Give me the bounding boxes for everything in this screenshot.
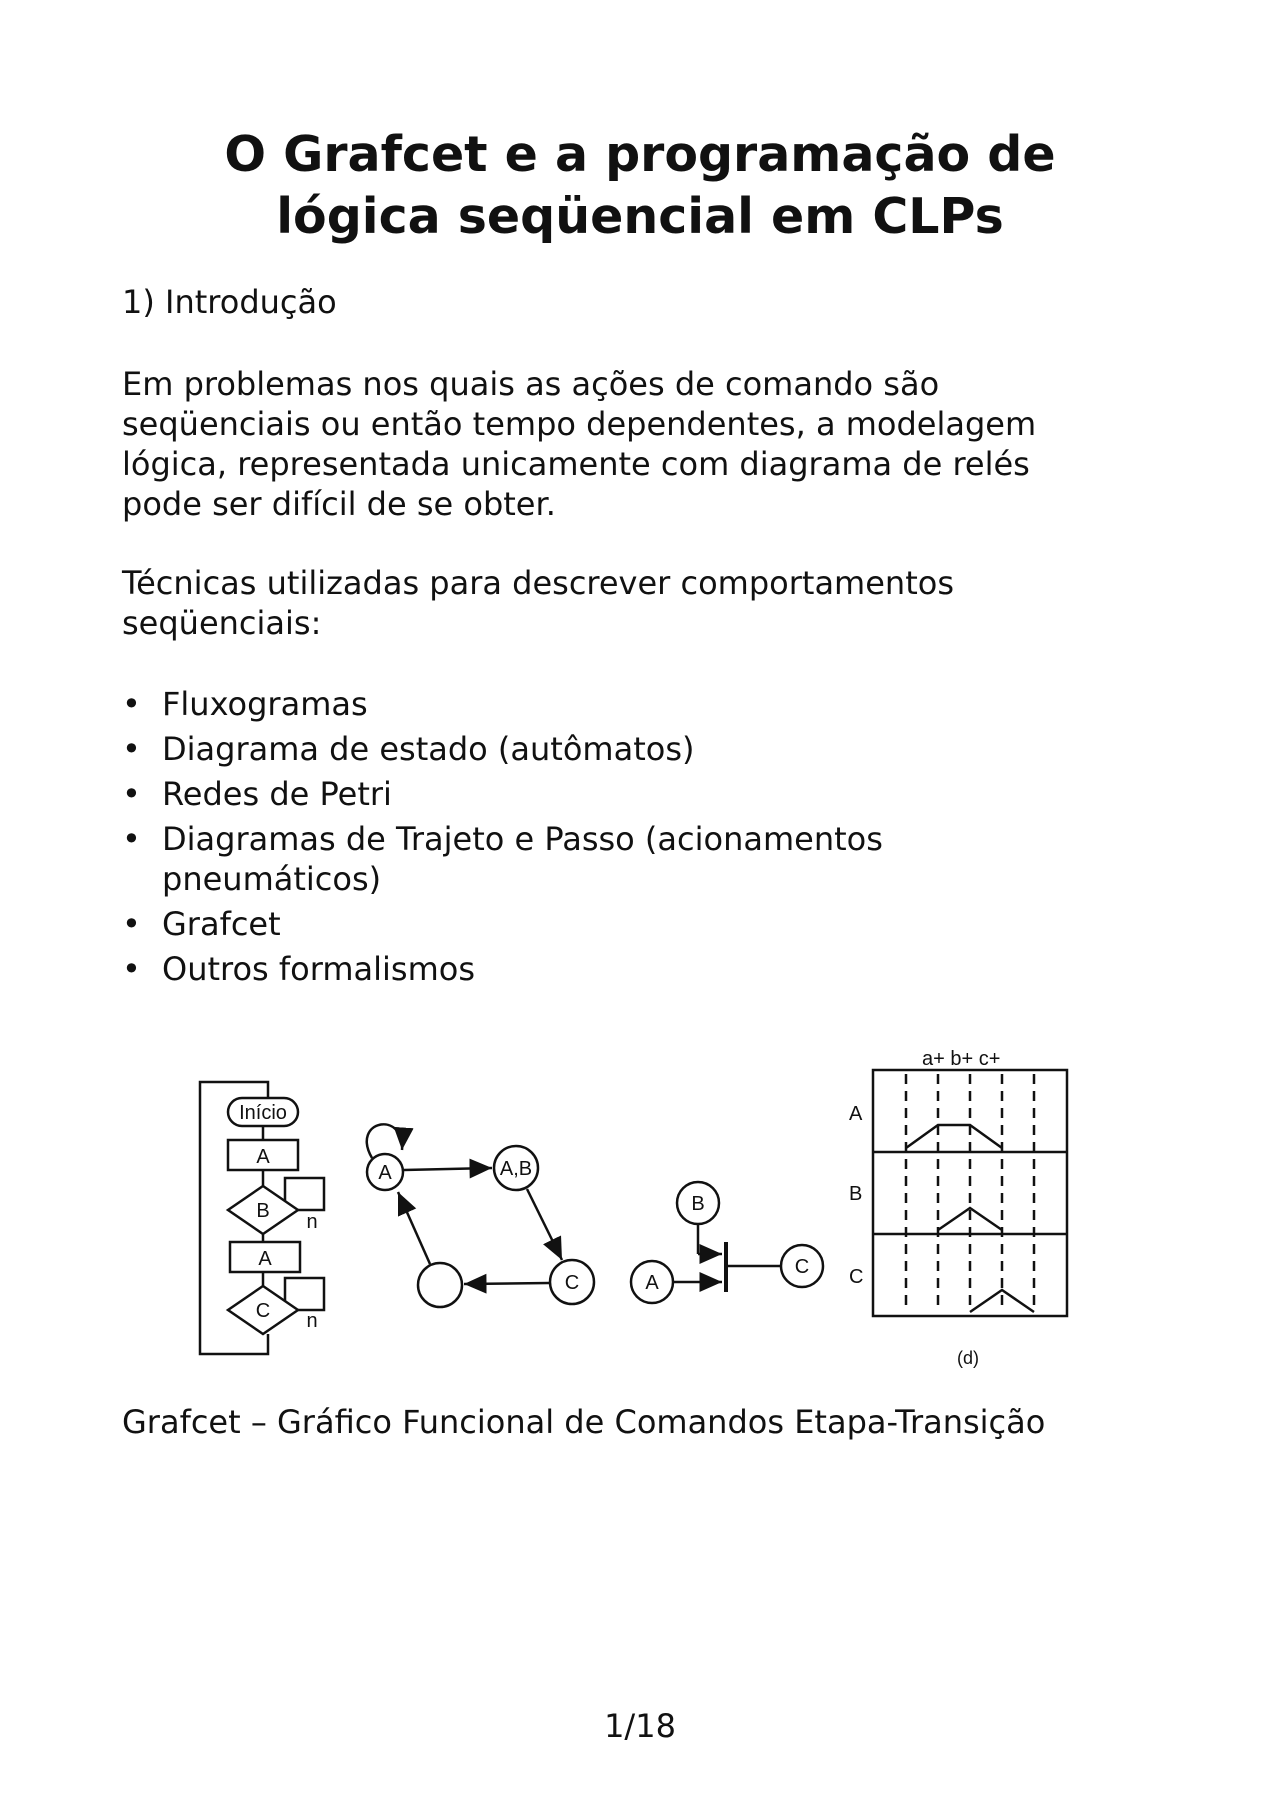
list-item-text: • Outros formalismos (162, 950, 475, 988)
intro-line-2: seqüenciais ou então tempo dependentes, a modelagem (122, 405, 1037, 443)
techniques-intro-line-2: seqüenciais: (122, 604, 322, 642)
intro-line-3: lógica, representada unicamente com diagrama de relés (122, 445, 1030, 483)
page-title (0, 124, 1280, 248)
place-a-label: A (645, 1272, 659, 1294)
section-heading: 1) Introdução (122, 283, 337, 321)
path-step-diagram (873, 1070, 1067, 1316)
figure-caption: Grafcet – Gráfico Funcional de Comandos Etapa-Transição (122, 1403, 1046, 1441)
list-item-text: pneumáticos) (162, 860, 382, 898)
list-item-text: • Fluxogramas (162, 685, 368, 723)
path-step-top-label: a+ b+ c+ (922, 1048, 1001, 1070)
state-ab-label: A,B (499, 1158, 533, 1180)
list-item (122, 774, 883, 814)
flowchart-diamond-b-label: B (256, 1200, 270, 1222)
flowchart-start-label: Início (239, 1102, 287, 1124)
list-item (122, 729, 883, 769)
list-item-text: • Grafcet (162, 905, 281, 943)
state-empty (418, 1263, 462, 1307)
techniques-intro-line-1: Técnicas utilizadas para descrever comportamentos (122, 564, 954, 602)
page-number: 1/18 (604, 1707, 676, 1745)
state-diagram (367, 1124, 594, 1307)
state-a-label: A (378, 1162, 392, 1184)
list-item (122, 684, 883, 724)
list-item-text: • Redes de Petri (162, 775, 392, 813)
list-item (122, 904, 883, 944)
petri-net (631, 1182, 823, 1303)
list-item (122, 949, 883, 989)
path-step-labels (849, 1048, 1000, 1368)
intro-line-4: pode ser difícil de se obter. (122, 485, 556, 523)
place-c-label: C (794, 1256, 810, 1278)
title-line-2: lógica seqüencial em CLPs (276, 188, 1004, 245)
techniques-intro (122, 563, 954, 643)
list-item (122, 819, 883, 899)
row-a-label: A (849, 1103, 863, 1125)
place-b-label: B (691, 1193, 705, 1215)
row-b-label: B (849, 1183, 863, 1205)
flowchart-no-label-1: n (306, 1211, 318, 1233)
techniques-list (122, 684, 883, 994)
intro-paragraph (122, 364, 1036, 524)
state-labels (378, 1158, 579, 1294)
techniques-figure (180, 1040, 1080, 1370)
list-item-text: • Diagrama de estado (autômatos) (162, 730, 695, 768)
state-c-label: C (564, 1272, 580, 1294)
title-line-1: O Grafcet e a programação de (224, 126, 1056, 183)
flowchart-box-a2-label: A (258, 1248, 272, 1270)
flowchart-diamond-c-label: C (255, 1300, 271, 1322)
path-step-sub-label: (d) (957, 1348, 979, 1368)
intro-line-1: Em problemas nos quais as ações de comando são (122, 365, 940, 403)
list-item-text: • Diagramas de Trajeto e Passo (acionamentos (162, 820, 883, 858)
row-c-label: C (849, 1266, 864, 1288)
flowchart-no-label-2: n (306, 1310, 318, 1332)
flowchart-box-a1-label: A (256, 1146, 270, 1168)
